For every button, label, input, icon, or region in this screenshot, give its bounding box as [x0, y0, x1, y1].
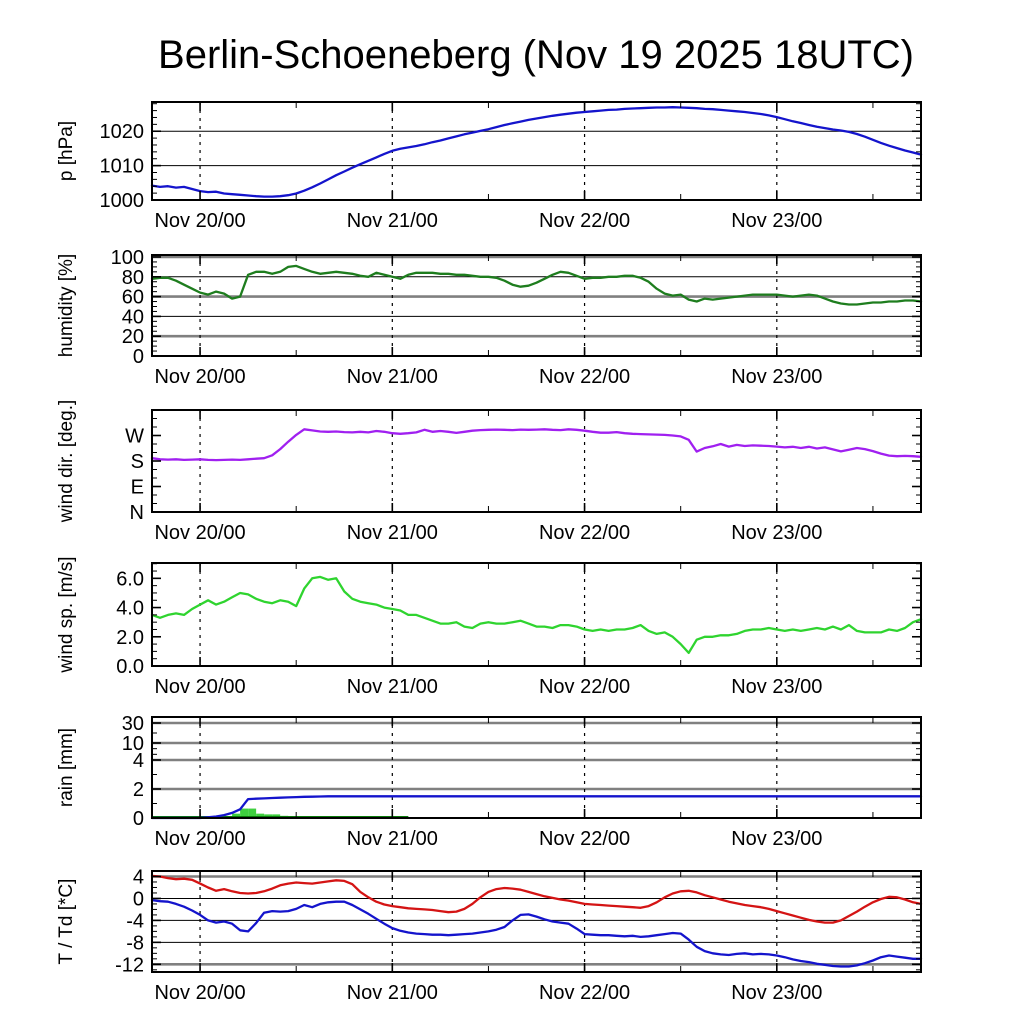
- x-tick-label: Nov 22/00: [538, 522, 631, 544]
- y-tick-label: -8: [126, 932, 144, 955]
- x-tick-label: Nov 21/00: [346, 676, 438, 698]
- y-tick-label: W: [125, 425, 144, 448]
- x-tick-label: Nov 21/00: [346, 210, 438, 232]
- x-tick-label: Nov 20/00: [154, 522, 246, 544]
- y-tick-label: 1000: [99, 190, 144, 212]
- y-tick-label: 4: [132, 750, 144, 772]
- x-tick-label: Nov 23/00: [731, 828, 823, 850]
- y-axis-title: wind sp. [m/s]: [56, 556, 77, 673]
- y-axis-title: humidity [%]: [56, 253, 77, 358]
- y-tick-label: 20: [121, 326, 144, 349]
- y-tick-label: 6.0: [116, 568, 144, 591]
- x-tick-label: Nov 20/00: [154, 210, 246, 232]
- y-tick-label: 0: [132, 346, 144, 368]
- y-tick-label: 30: [121, 713, 144, 735]
- y-tick-label: 80: [121, 266, 144, 289]
- y-tick-label: N: [129, 502, 144, 524]
- y-tick-label: 1020: [99, 121, 144, 144]
- chart-title: Berlin-Schoeneberg (Nov 19 2025 18UTC): [158, 33, 914, 77]
- x-tick-label: Nov 20/00: [154, 828, 246, 850]
- y-tick-label: S: [130, 451, 144, 473]
- x-tick-label: Nov 22/00: [538, 676, 631, 698]
- y-tick-label: 10: [121, 733, 144, 755]
- y-tick-label: 2: [132, 779, 144, 801]
- y-tick-label: 40: [121, 306, 144, 329]
- y-tick-label: 0.0: [116, 656, 144, 678]
- y-tick-label: -4: [126, 910, 144, 933]
- x-tick-label: Nov 21/00: [346, 366, 438, 388]
- y-tick-label: 100: [110, 246, 144, 269]
- x-tick-label: Nov 20/00: [154, 982, 246, 1004]
- y-axis-title: p [hPa]: [56, 120, 77, 182]
- x-tick-label: Nov 22/00: [538, 210, 631, 232]
- y-tick-label: 60: [121, 286, 144, 309]
- x-tick-label: Nov 21/00: [346, 522, 438, 544]
- x-tick-label: Nov 21/00: [346, 982, 438, 1004]
- y-tick-label: 2.0: [116, 626, 144, 649]
- x-tick-label: Nov 23/00: [731, 210, 823, 232]
- x-tick-label: Nov 23/00: [731, 676, 823, 698]
- y-axis-title: rain [mm]: [56, 727, 77, 808]
- x-tick-label: Nov 22/00: [538, 828, 631, 850]
- y-axis-title: T / Td [*C]: [56, 878, 77, 965]
- x-tick-label: Nov 23/00: [731, 522, 823, 544]
- y-tick-label: 4.0: [116, 597, 144, 620]
- y-tick-label: 4: [132, 866, 144, 889]
- x-tick-label: Nov 22/00: [538, 982, 631, 1004]
- y-tick-label: E: [130, 476, 144, 499]
- y-axis-title: wind dir. [deg.]: [56, 399, 77, 523]
- y-tick-label: 1010: [99, 155, 144, 178]
- x-tick-label: Nov 22/00: [538, 366, 631, 388]
- x-tick-label: Nov 20/00: [154, 366, 246, 388]
- y-tick-label: 0: [132, 888, 144, 911]
- y-tick-label: 0: [132, 808, 144, 830]
- x-tick-label: Nov 21/00: [346, 828, 438, 850]
- x-tick-label: Nov 20/00: [154, 676, 246, 698]
- x-tick-label: Nov 23/00: [731, 982, 823, 1004]
- x-tick-label: Nov 23/00: [731, 366, 823, 388]
- y-tick-label: -12: [115, 954, 144, 977]
